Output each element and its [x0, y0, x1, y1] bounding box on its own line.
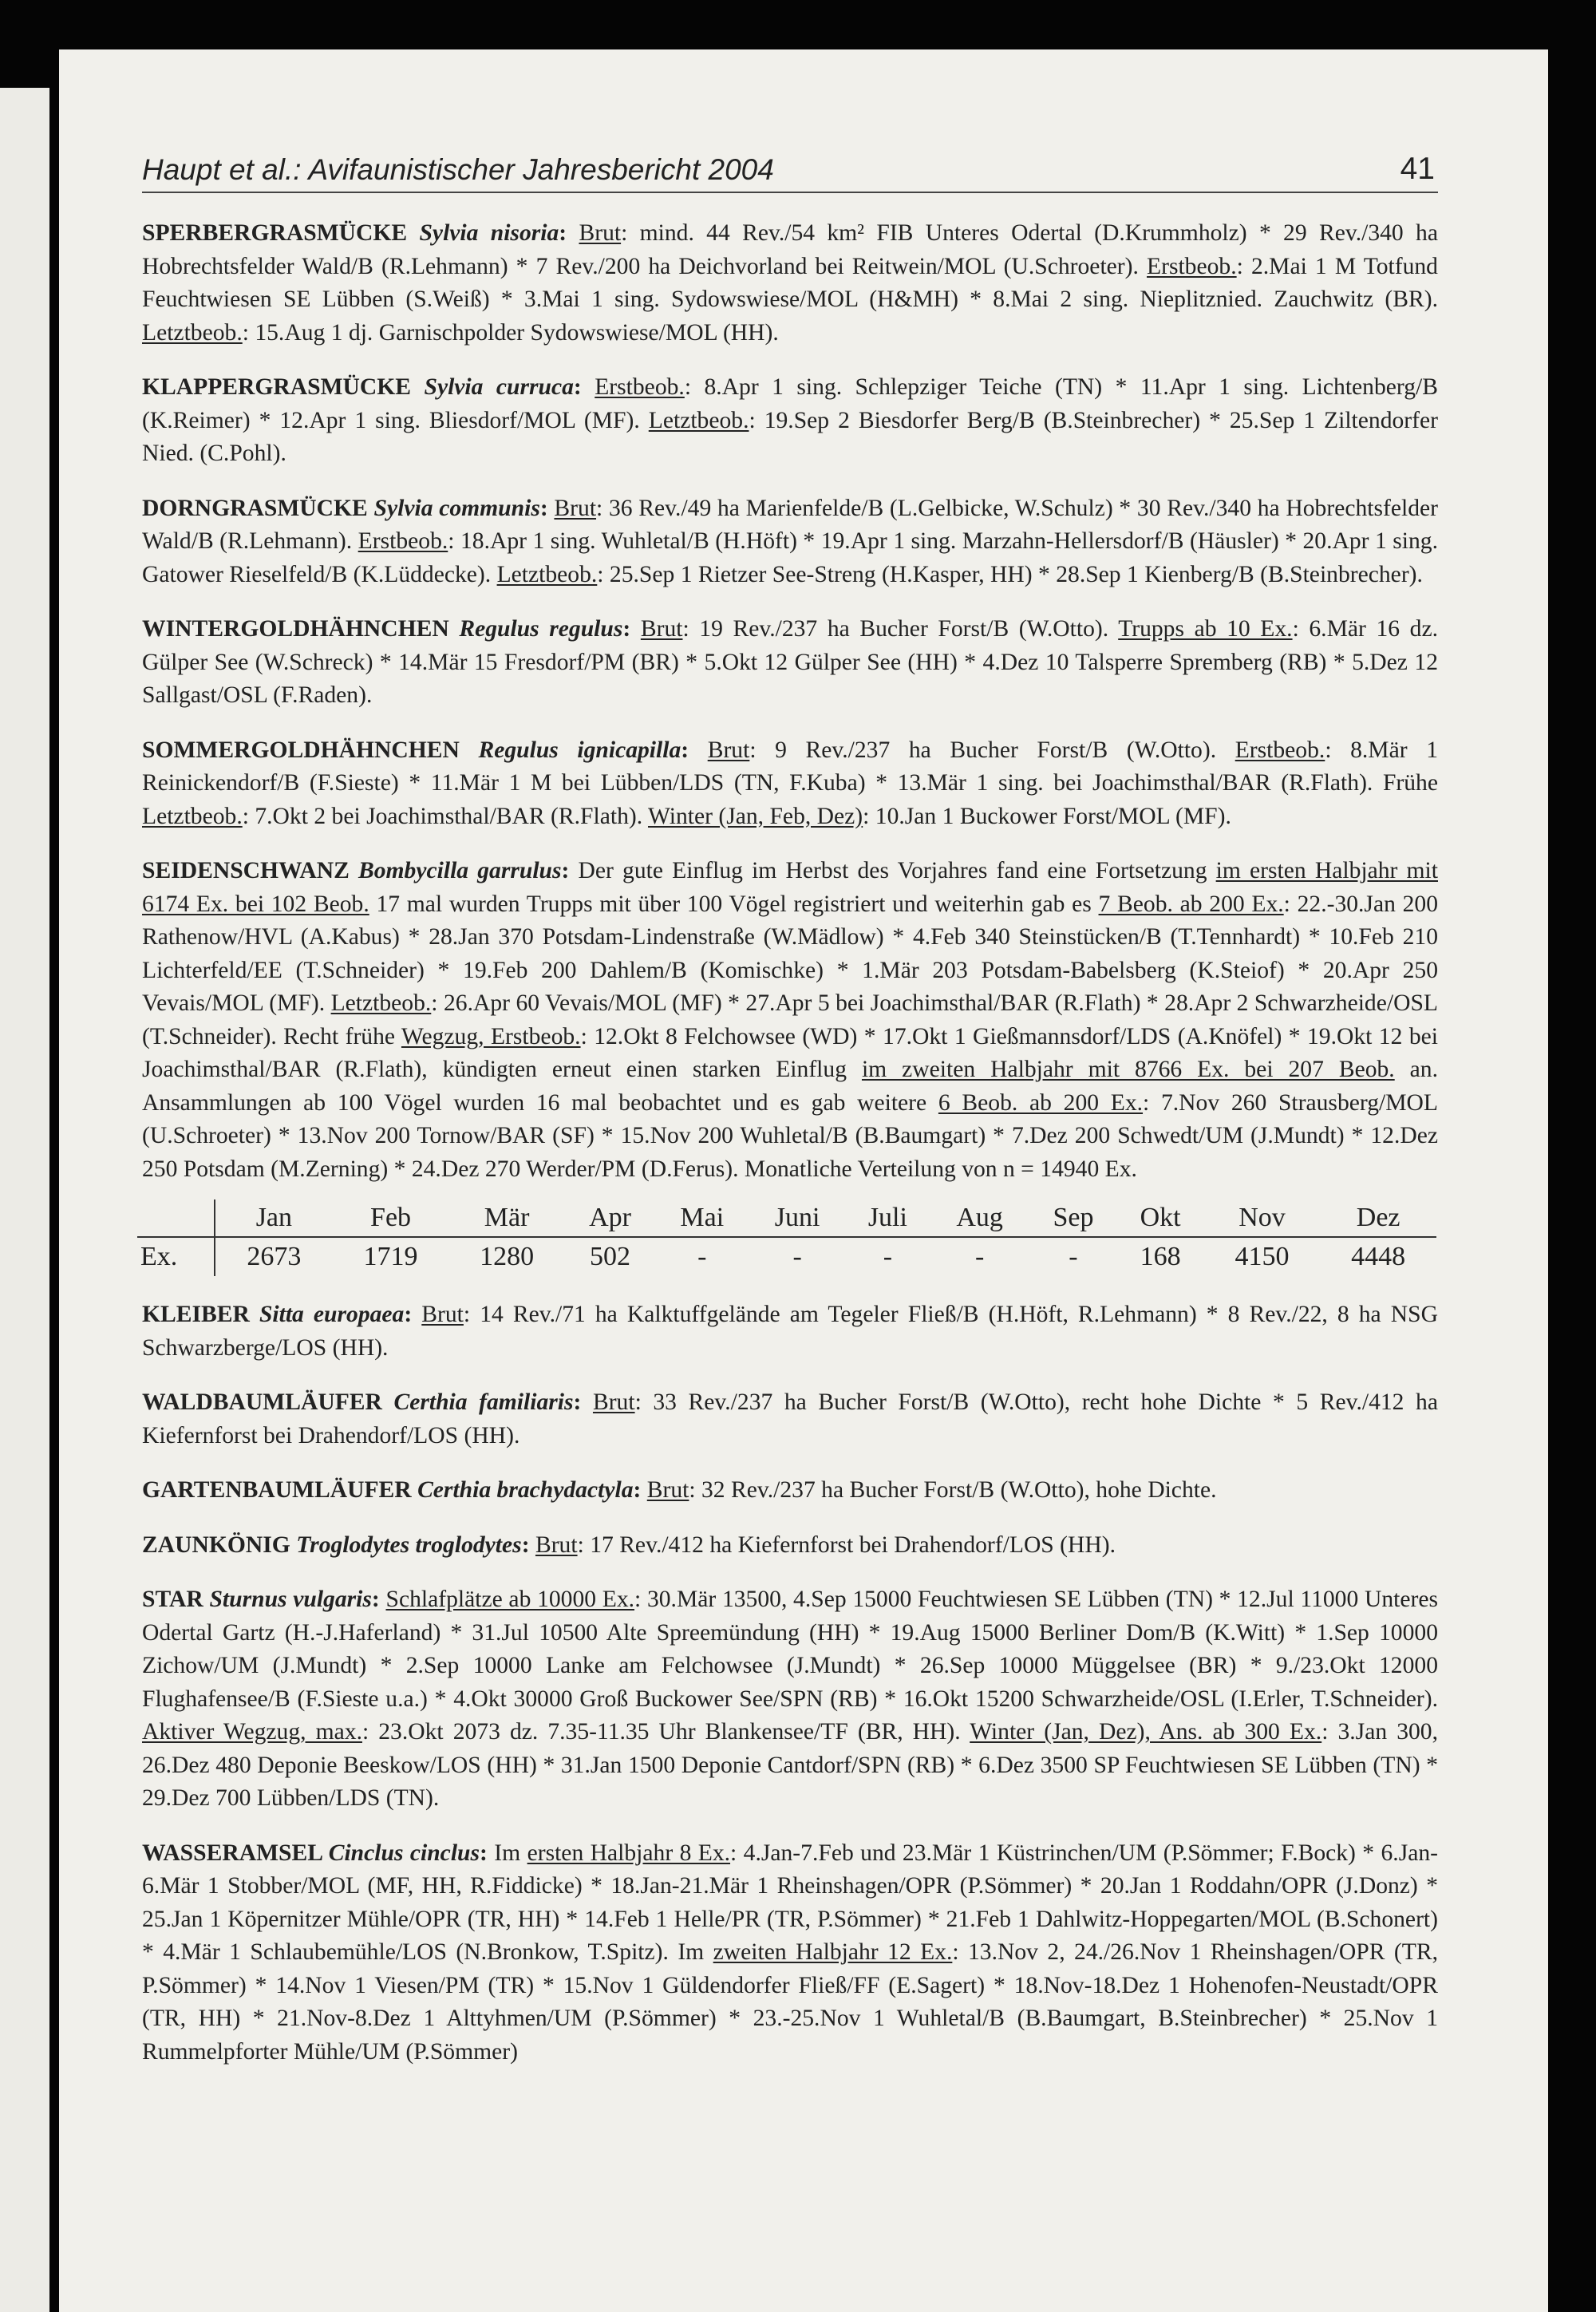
underlined-heading: Brut: [579, 220, 622, 246]
entry-text: : 12.Okt 8 Felchowsee (WD) * 17.Okt 1 Gießmannsdorf/LDS (A.Knöfel) * 19.Okt 12 bei Joachimsthal/BAR (R.Flath), kündigten erneut einen starken Einflug: [142, 1023, 1438, 1082]
month-header-cell: Juli: [846, 1199, 930, 1237]
underlined-heading: Brut: [646, 1477, 689, 1503]
entry-text: : 25.Sep 1 Rietzer See-Streng (H.Kasper, HH) * 28.Sep 1 Kienberg/B (B.Steinbrecher).: [597, 561, 1423, 587]
month-header-cell: Sep: [1029, 1199, 1116, 1237]
species-name: KLAPPERGRASMÜCKE: [142, 374, 425, 400]
month-value-cell: 168: [1140, 1242, 1181, 1271]
species-name: :: [521, 1531, 535, 1558]
latin-name: Bombycilla garrulus: [358, 858, 562, 883]
species-entry-zaunkoenig: [142, 1529, 1438, 1563]
species-name: WINTERGOLDHÄHNCHEN: [142, 616, 460, 642]
species-name: :: [404, 1302, 422, 1327]
underlined-heading: Brut: [554, 495, 597, 521]
month-value-cell: 1719: [363, 1242, 418, 1271]
entry-text: : 4.Jan-7.Feb und 23.Mär 1 Küstrinchen/UM (P.Sömmer; F.Bock) * 6.Jan-6.Mär 1 Stobber/MOL (MF, HH, R.Fiddicke) * 18.Jan-21.Mär 1 Rheinshagen/OPR (P.Sömmer) * 20.Jan 1 Roddahn/OPR (J.Donz) * 25.Jan 1 Köpernitzer Mühle/OPR (TR, HH) * 14.Feb 1 Helle/PR (TR, P.Sömmer) * 21.Feb 1 Dahlwitz-Hoppegarten/MOL (B.Schonert) * 4.Mär 1 Schlaubemühle/LOS (N.Bronkow, T.Spitz). Im: [142, 1840, 1439, 1965]
latin-name: Certhia familiaris: [393, 1389, 574, 1415]
underlined-heading: Brut: [421, 1302, 464, 1327]
species-entry-wasseramsel: [142, 1837, 1438, 2069]
entry-text: : 3.Jan 300, 26.Dez 480 Deponie Beeskow/LOS (HH) * 31.Jan 1500 Deponie Cantdorf/SPN (RB) * 6.Dez 3500 SP Feuchtwiesen SE Lübben (TN) * 29.Dez 700 Lübben/LDS (TN).: [142, 1719, 1438, 1811]
latin-name: Sturnus vulgaris: [209, 1587, 372, 1612]
entry-text: Der gute Einflug im Herbst des Vorjahres fand eine Fortsetzung: [578, 858, 1216, 883]
latin-name: Sylvia nisoria: [419, 220, 559, 246]
underlined-heading: Erstbeob.: [358, 528, 448, 554]
month-header-cell: Aug: [930, 1199, 1029, 1237]
entry-text: 17 mal wurden Trupps mit über 100 Vögel registriert und weiterhin gab es: [369, 891, 1099, 917]
species-entry-gartenbaumlaeufer: [142, 1474, 1438, 1508]
entry-text: : 7.Nov 260 Strausberg/MOL (U.Schroeter) * 13.Nov 200 Tornow/BAR (SF) * 15.Nov 200 Wuhletal/B (B.Baumgart) * 7.Dez 200 Schwedt/UM (J.Mundt) * 12.Dez 250 Potsdam (M.Zerning) * 24.Dez 270 Werder/PM (D.Ferus). Monatliche Verteilung von n = 14940 Ex.: [142, 1089, 1438, 1182]
entry-text: Im: [494, 1840, 527, 1866]
underlined-heading: Letztbeob.: [142, 803, 243, 829]
page-content: [142, 145, 1438, 2090]
species-entry-waldbaumlaeufer: [142, 1386, 1438, 1452]
entry-text: : 8.Mär 1 Reinickendorf/B (F.Sieste) * 11.Mär 1 M bei Lübben/LDS (TN, F.Kuba) * 13.Mär 1 sing. bei Joachimsthal/BAR (R.Flath). Frühe: [142, 737, 1438, 796]
latin-name: Cinclus cinclus: [328, 1840, 480, 1866]
latin-name: Regulus regulus: [459, 616, 623, 642]
month-header-cell: Dez: [1320, 1199, 1436, 1237]
month-header-cell: Feb: [333, 1199, 449, 1237]
entry-text: : 23.Okt 2073 dz. 7.35-11.35 Uhr Blankensee/TF (BR, HH).: [361, 1719, 970, 1745]
underlined-heading: Brut: [592, 1389, 635, 1415]
month-value-cell: -: [974, 1242, 985, 1271]
underlined-heading: Brut: [535, 1531, 578, 1558]
page-header: [142, 145, 1438, 193]
entry-text: : 22.-30.Jan 200 Rathenow/HVL (A.Kabus) * 28.Jan 370 Potsdam-Lindenstraße (W.Mädlow) * 4.Feb 340 Steinstücken/B (T.Tennhardt) * 10.Feb 210 Lichterfeld/EE (T.Schneider) * 19.Feb 200 Dahlem/B (Komischke) * 1.Mär 203 Potsdam-Babelsberg (K.Steiof) * 20.Apr 250 Vevais/MOL (MF).: [142, 891, 1438, 1016]
species-name: :: [371, 1587, 386, 1612]
species-entries-after-table: [142, 1298, 1438, 2069]
species-name: STAR: [142, 1587, 210, 1612]
entry-text: : 19 Rev./237 ha Bucher Forst/B (W.Otto).: [682, 616, 1119, 642]
month-value-cell: -: [883, 1242, 893, 1271]
month-values-row: [137, 1237, 1436, 1276]
month-header-row: [137, 1199, 1436, 1237]
month-value-cell: 502: [590, 1242, 631, 1271]
species-name: :: [622, 616, 641, 642]
month-value-cell: -: [697, 1242, 707, 1271]
species-name: :: [573, 1389, 593, 1415]
month-value-cell: 2673: [247, 1242, 302, 1271]
underlined-heading: Erstbeob.: [1147, 253, 1237, 279]
row-label: Ex.: [137, 1237, 215, 1276]
month-value-cell: -: [1069, 1242, 1078, 1271]
entry-text: : 2.Mai 1 M Totfund Feuchtwiesen SE Lübben (S.Weiß) * 3.Mai 1 sing. Sydowswiese/MOL (H&MH) * 8.Mai 2 sing. Nieplitznied. Zauchwitz (BR).: [142, 253, 1438, 312]
underlined-heading: Aktiver Wegzug, max.: [142, 1719, 362, 1745]
entries: [142, 217, 1438, 2069]
entry-text: : 6.Mär 16 dz. Gülper See (W.Schreck) * 14.Mär 15 Fresdorf/PM (BR) * 5.Okt 12 Gülper See (HH) * 4.Dez 10 Talsperre Spremberg (RB) * 5.Dez 12 Sallgast/OSL (F.Raden).: [142, 616, 1438, 708]
entry-text: : 33 Rev./237 ha Bucher Forst/B (W.Otto), recht hohe Dichte * 5 Rev./412 ha Kiefernforst bei Drahendorf/LOS (HH).: [142, 1389, 1438, 1448]
species-entry-star: [142, 1583, 1438, 1816]
species-entry-wintergoldhaehnchen: [142, 613, 1438, 713]
entry-text: : 36 Rev./49 ha Marienfelde/B (L.Gelbicke, W.Schulz) * 30 Rev./340 ha Hobrechtsfelder Wald/B (R.Lehmann).: [142, 495, 1438, 554]
month-header-cell: Juni: [749, 1199, 845, 1237]
month-header-cell: Mai: [655, 1199, 749, 1237]
month-value-cell: 4150: [1235, 1242, 1290, 1271]
entry-text: : 9 Rev./237 ha Bucher Forst/B (W.Otto).: [749, 737, 1235, 763]
species-name: SOMMERGOLDHÄHNCHEN: [142, 737, 479, 763]
latin-name: Sylvia communis: [373, 495, 540, 521]
latin-name: Regulus ignicapilla: [478, 737, 681, 763]
species-entry-sommergoldhaehnchen: [142, 734, 1438, 834]
table-corner: [137, 1199, 215, 1237]
species-entries-before-table: [142, 217, 1438, 1186]
running-title: Haupt et al.: Avifaunistischer Jahresbericht 2004: [142, 153, 774, 186]
entry-text: : 26.Apr 60 Vevais/MOL (MF) * 27.Apr 5 bei Joachimsthal/BAR (R.Flath) * 28.Apr 2 Schwarzheide/OSL (T.Schneider). Recht frühe: [142, 990, 1438, 1049]
underlined-heading: 6 Beob. ab 200 Ex.: [938, 1089, 1144, 1116]
underlined-heading: im ersten Halbjahr mit 6174 Ex. bei 102 Beob.: [142, 858, 1438, 917]
month-header-cell: Okt: [1117, 1199, 1204, 1237]
month-header-cell: Apr: [565, 1199, 655, 1237]
species-name: GARTENBAUMLÄUFER: [142, 1477, 418, 1503]
entry-text: : 14 Rev./71 ha Kalktuffgelände am Tegeler Fließ/B (H.Höft, R.Lehmann) * 8 Rev./22, 8 ha NSG Schwarzberge/LOS (HH).: [142, 1302, 1438, 1361]
entry-text: an. Ansammlungen ab 100 Vögel wurden 16 mal beobachtet und es gab weitere: [142, 1057, 1438, 1116]
entry-text: : 10.Jan 1 Buckower Forst/MOL (MF).: [863, 803, 1231, 829]
species-name: WASSERAMSEL: [142, 1840, 329, 1866]
species-name: :: [573, 374, 595, 400]
species-name: ZAUNKÖNIG: [142, 1531, 297, 1558]
journal-page: [59, 49, 1548, 2312]
month-header-cell: Mär: [448, 1199, 565, 1237]
underlined-heading: Brut: [707, 737, 750, 763]
entry-text: : 30.Mär 13500, 4.Sep 15000 Feuchtwiesen SE Lübben (TN) * 12.Jul 11000 Unteres Odertal Gartz (H.-J.Haferland) * 31.Jul 10500 Alte Spreemündung (HH) * 19.Aug 15000 Berliner Dom/B (K.Witt) * 1.Sep 10000 Zichow/UM (J.Mundt) * 2.Sep 10000 Lanke am Felchowsee (J.Mundt) * 26.Sep 10000 Müggelsee (BR) * 9./23.Okt 12000 Flughafensee/B (F.Sieste u.a.) * 4.Okt 30000 Groß Buckower See/SPN (RB) * 16.Okt 15200 Schwarzheide/OSL (I.Erler, T.Schneider).: [142, 1587, 1438, 1712]
latin-name: Sylvia curruca: [424, 374, 574, 400]
species-entry-sperbergrasmuecke: [142, 217, 1438, 350]
entry-text: : 19.Sep 2 Biesdorfer Berg/B (B.Steinbrecher) * 25.Sep 1 Ziltendorfer Nied. (C.Pohl).: [142, 407, 1438, 466]
species-entry-seidenschwanz: [142, 855, 1438, 1186]
underlined-heading: Letztbeob.: [330, 990, 432, 1016]
page-number: 41: [1400, 152, 1435, 186]
month-header-cell: Nov: [1204, 1199, 1321, 1237]
species-entry-klappergrasmuecke: [142, 371, 1438, 471]
species-name: :: [681, 737, 708, 763]
underlined-heading: im zweiten Halbjahr mit 8766 Ex. bei 207 Beob.: [861, 1057, 1395, 1082]
entry-text: : 8.Apr 1 sing. Schlepziger Teiche (TN) * 11.Apr 1 sing. Lichtenberg/B (K.Reimer) * 12.Apr 1 sing. Bliesdorf/MOL (MF).: [142, 374, 1438, 433]
underlined-heading: ersten Halbjahr 8 Ex.: [527, 1840, 731, 1866]
underlined-heading: 7 Beob. ab 200 Ex.: [1098, 891, 1284, 917]
entry-text: : 7.Okt 2 bei Joachimsthal/BAR (R.Flath).: [242, 803, 648, 829]
underlined-heading: Erstbeob.: [595, 374, 685, 400]
entry-text: : 32 Rev./237 ha Bucher Forst/B (W.Otto), hohe Dichte.: [689, 1477, 1217, 1503]
species-name: KLEIBER: [142, 1302, 259, 1327]
adjacent-page-edge: [0, 88, 49, 2312]
month-value-cell: 1280: [480, 1242, 535, 1271]
entry-text: : mind. 44 Rev./54 km² FIB Unteres Odertal (D.Krummholz) * 29 Rev./340 ha Hobrechtsfelder Wald/B (R.Lehmann) * 7 Rev./200 ha Deichvorland bei Reitwein/MOL (U.Schroeter).: [142, 220, 1438, 279]
latin-name: Sitta europaea: [259, 1302, 405, 1327]
entry-text: : 13.Nov 2, 24./26.Nov 1 Rheinshagen/OPR (TR, P.Sömmer) * 14.Nov 1 Viesen/PM (TR) * 15.Nov 1 Güldendorfer Fließ/FF (E.Sagert) * 18.Nov-18.Dez 1 Hohenofen-Neustadt/OPR (TR, HH) * 21.Nov-8.Dez 1 Alttyhmen/UM (P.Sömmer) * 23.-25.Nov 1 Wuhletal/B (B.Baumgart, B.Steinbrecher) * 25.Nov 1 Rummelpforter Mühle/UM (P.Sömmer): [142, 1939, 1439, 2065]
latin-name: Troglodytes troglodytes: [296, 1531, 522, 1558]
latin-name: Certhia brachydactyla: [417, 1477, 634, 1503]
underlined-heading: Erstbeob.: [1235, 737, 1325, 763]
underlined-heading: Letztbeob.: [496, 561, 598, 587]
species-name: :: [633, 1477, 647, 1503]
species-name: :: [480, 1840, 495, 1866]
species-name: SEIDENSCHWANZ: [142, 858, 358, 883]
underlined-heading: Winter (Jan, Feb, Dez): [648, 803, 863, 829]
species-name: SPERBERGRASMÜCKE: [142, 220, 420, 246]
underlined-heading: Trupps ab 10 Ex.: [1118, 616, 1293, 642]
species-name: :: [559, 220, 579, 246]
month-value-cell: 4448: [1351, 1242, 1406, 1271]
species-entry-kleiber: [142, 1298, 1438, 1365]
monthly-distribution-table: [137, 1199, 1436, 1276]
underlined-heading: Winter (Jan, Dez), Ans. ab 300 Ex.: [970, 1719, 1322, 1745]
species-entry-dorngrasmuecke: [142, 492, 1438, 592]
month-value-cell: -: [792, 1242, 802, 1271]
entry-text: : 18.Apr 1 sing. Wuhletal/B (H.Höft) * 19.Apr 1 sing. Marzahn-Hellersdorf/B (Häusler) * 20.Apr 1 sing. Gatower Rieselfeld/B (K.Lüddecke).: [142, 528, 1438, 587]
underlined-heading: Brut: [640, 616, 683, 642]
species-name: :: [539, 495, 555, 521]
underlined-heading: zweiten Halbjahr 12 Ex.: [713, 1939, 953, 1965]
underlined-heading: Letztbeob.: [142, 319, 243, 346]
entry-text: : 15.Aug 1 dj. Garnischpolder Sydowswiese/MOL (HH).: [242, 319, 779, 346]
month-header-cell: Jan: [215, 1199, 333, 1237]
underlined-heading: Schlafplätze ab 10000 Ex.: [385, 1587, 635, 1612]
underlined-heading: Wegzug, Erstbeob.: [401, 1023, 581, 1049]
underlined-heading: Letztbeob.: [648, 407, 749, 433]
species-name: :: [561, 858, 579, 883]
species-name: WALDBAUMLÄUFER: [142, 1389, 394, 1415]
species-name: DORNGRASMÜCKE: [142, 495, 374, 521]
entry-text: : 17 Rev./412 ha Kiefernforst bei Drahendorf/LOS (HH).: [577, 1531, 1116, 1558]
